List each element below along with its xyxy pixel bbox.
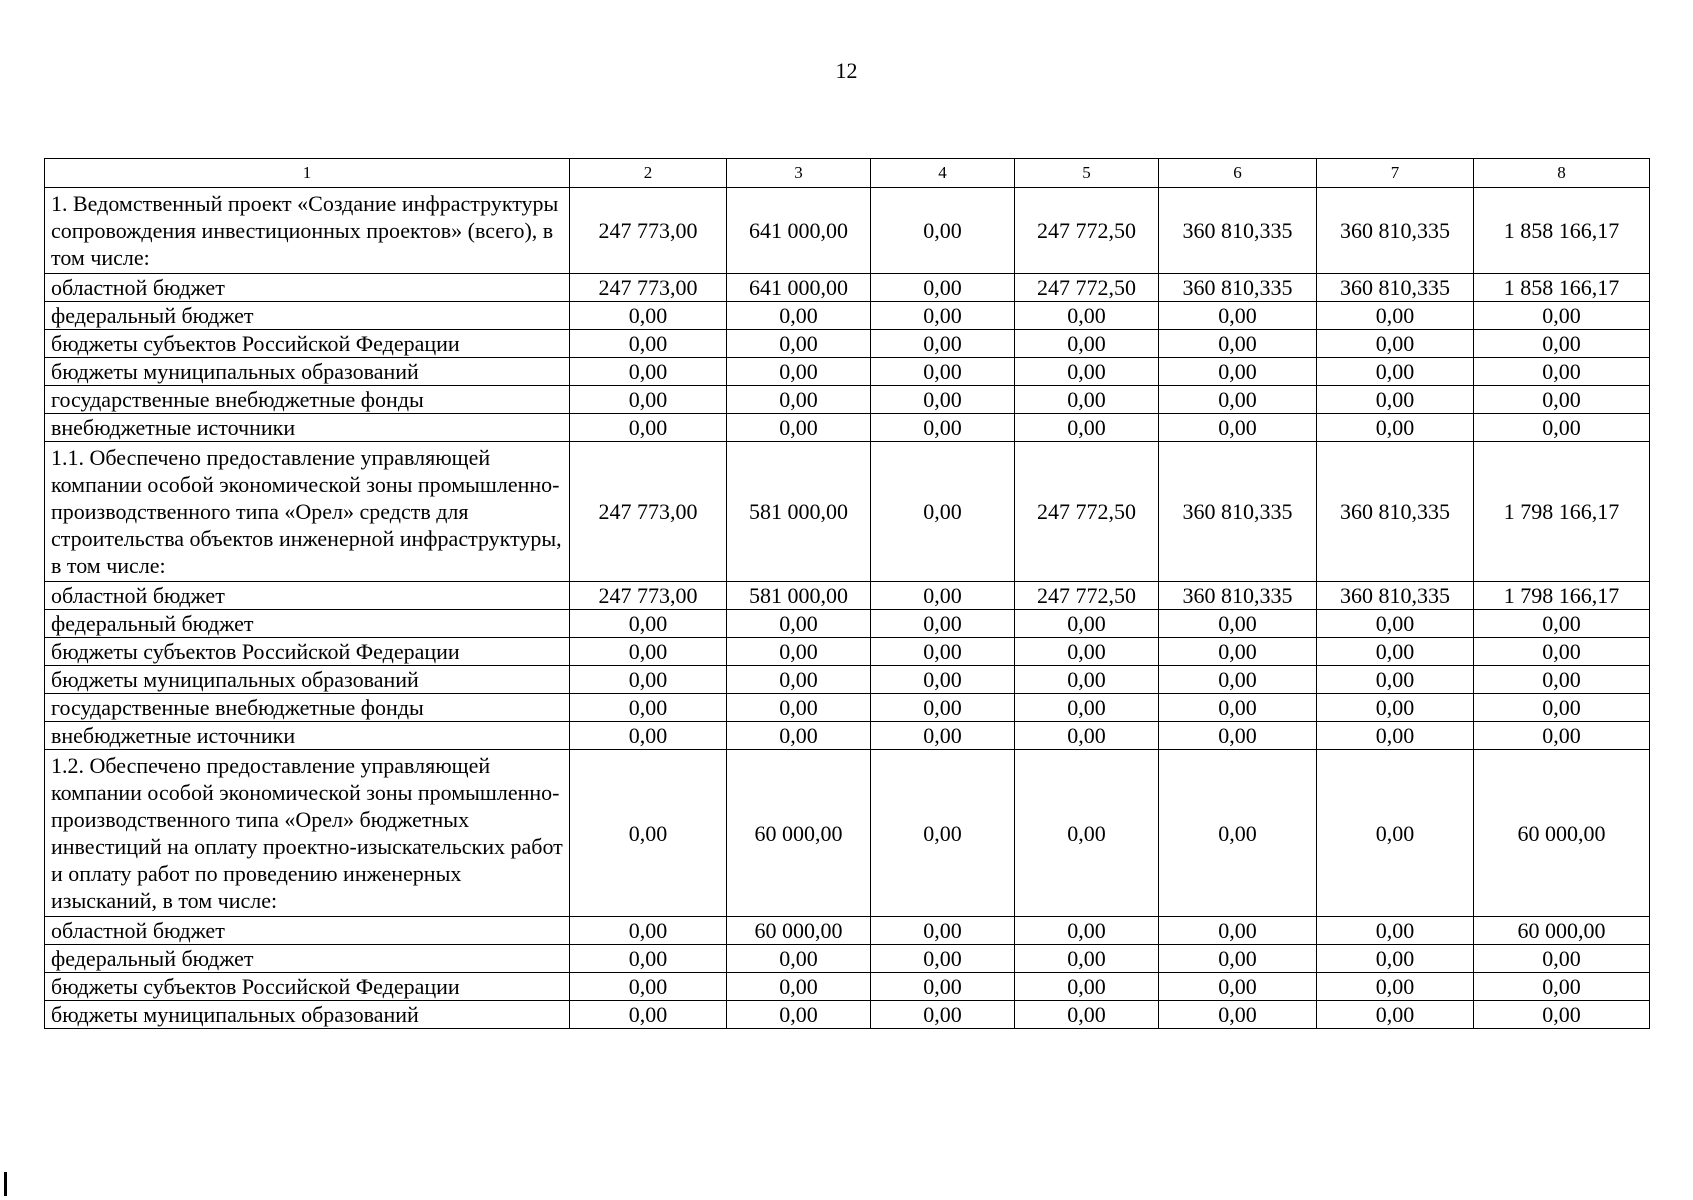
value-cell: 0,00 xyxy=(1474,666,1650,694)
table-row xyxy=(45,610,1650,638)
budget-table xyxy=(44,158,1650,1029)
table-row xyxy=(45,638,1650,666)
table-row xyxy=(45,330,1650,358)
row-label: государственные внебюджетные фонды xyxy=(45,694,570,722)
value-cell: 0,00 xyxy=(1015,358,1159,386)
row-label: областной бюджет xyxy=(45,274,570,302)
value-cell: 0,00 xyxy=(727,302,871,330)
value-cell: 581 000,00 xyxy=(727,442,871,582)
value-cell: 247 773,00 xyxy=(570,274,727,302)
value-cell: 0,00 xyxy=(1474,694,1650,722)
value-cell: 0,00 xyxy=(871,330,1015,358)
value-cell: 247 772,50 xyxy=(1015,188,1159,274)
value-cell: 247 773,00 xyxy=(570,442,727,582)
value-cell: 0,00 xyxy=(1015,722,1159,750)
value-cell: 0,00 xyxy=(871,638,1015,666)
value-cell: 247 772,50 xyxy=(1015,442,1159,582)
value-cell: 0,00 xyxy=(1159,750,1317,917)
value-cell: 0,00 xyxy=(1159,945,1317,973)
value-cell: 0,00 xyxy=(1015,917,1159,945)
value-cell: 1 798 166,17 xyxy=(1474,582,1650,610)
value-cell: 0,00 xyxy=(570,610,727,638)
value-cell: 360 810,335 xyxy=(1159,442,1317,582)
value-cell: 0,00 xyxy=(871,386,1015,414)
value-cell: 0,00 xyxy=(871,582,1015,610)
value-cell: 0,00 xyxy=(570,414,727,442)
row-label: бюджеты субъектов Российской Федерации xyxy=(45,973,570,1001)
value-cell: 0,00 xyxy=(1317,666,1474,694)
value-cell: 0,00 xyxy=(1159,638,1317,666)
value-cell: 0,00 xyxy=(1474,358,1650,386)
value-cell: 0,00 xyxy=(570,750,727,917)
value-cell: 0,00 xyxy=(727,666,871,694)
row-label: 1.1. Обеспечено предоставление управляющей компании особой экономической зоны промышленно-производственного типа «Орел» средств для строительства объектов инженерной инфраструктуры, в том числе: xyxy=(45,442,570,582)
row-label: внебюджетные источники xyxy=(45,722,570,750)
value-cell: 0,00 xyxy=(871,274,1015,302)
value-cell: 0,00 xyxy=(871,442,1015,582)
value-cell: 0,00 xyxy=(1159,358,1317,386)
value-cell: 0,00 xyxy=(1015,638,1159,666)
column-header: 7 xyxy=(1317,159,1474,188)
section-row xyxy=(45,442,1650,582)
value-cell: 0,00 xyxy=(871,302,1015,330)
value-cell: 360 810,335 xyxy=(1159,582,1317,610)
value-cell: 0,00 xyxy=(1474,386,1650,414)
value-cell: 0,00 xyxy=(727,610,871,638)
value-cell: 0,00 xyxy=(727,694,871,722)
value-cell: 0,00 xyxy=(871,722,1015,750)
table-row xyxy=(45,358,1650,386)
value-cell: 0,00 xyxy=(727,722,871,750)
column-header: 1 xyxy=(45,159,570,188)
header-row xyxy=(45,159,1650,188)
value-cell: 0,00 xyxy=(871,610,1015,638)
value-cell: 0,00 xyxy=(1015,302,1159,330)
value-cell: 0,00 xyxy=(871,917,1015,945)
table-row xyxy=(45,302,1650,330)
value-cell: 0,00 xyxy=(1317,610,1474,638)
value-cell: 0,00 xyxy=(570,722,727,750)
row-label: федеральный бюджет xyxy=(45,945,570,973)
column-header: 5 xyxy=(1015,159,1159,188)
value-cell: 0,00 xyxy=(1015,973,1159,1001)
value-cell: 0,00 xyxy=(1159,330,1317,358)
value-cell: 0,00 xyxy=(727,358,871,386)
value-cell: 0,00 xyxy=(871,666,1015,694)
value-cell: 581 000,00 xyxy=(727,582,871,610)
value-cell: 0,00 xyxy=(570,638,727,666)
value-cell: 360 810,335 xyxy=(1159,188,1317,274)
row-label: бюджеты муниципальных образований xyxy=(45,1001,570,1029)
value-cell: 0,00 xyxy=(1159,386,1317,414)
value-cell: 0,00 xyxy=(871,694,1015,722)
value-cell: 360 810,335 xyxy=(1159,274,1317,302)
table-row xyxy=(45,694,1650,722)
table-row xyxy=(45,1001,1650,1029)
value-cell: 0,00 xyxy=(727,1001,871,1029)
row-label: федеральный бюджет xyxy=(45,302,570,330)
value-cell: 60 000,00 xyxy=(727,917,871,945)
value-cell: 0,00 xyxy=(1317,722,1474,750)
row-label: областной бюджет xyxy=(45,582,570,610)
scan-edge-mark xyxy=(4,1172,7,1196)
value-cell: 0,00 xyxy=(570,666,727,694)
column-header: 6 xyxy=(1159,159,1317,188)
value-cell: 60 000,00 xyxy=(1474,750,1650,917)
value-cell: 0,00 xyxy=(1317,386,1474,414)
value-cell: 0,00 xyxy=(1159,414,1317,442)
table-row xyxy=(45,386,1650,414)
value-cell: 0,00 xyxy=(727,945,871,973)
value-cell: 0,00 xyxy=(727,973,871,1001)
value-cell: 0,00 xyxy=(1159,1001,1317,1029)
row-label: бюджеты субъектов Российской Федерации xyxy=(45,638,570,666)
value-cell: 0,00 xyxy=(570,302,727,330)
value-cell: 0,00 xyxy=(570,694,727,722)
value-cell: 641 000,00 xyxy=(727,188,871,274)
column-header: 4 xyxy=(871,159,1015,188)
value-cell: 0,00 xyxy=(871,973,1015,1001)
row-label: внебюджетные источники xyxy=(45,414,570,442)
value-cell: 0,00 xyxy=(1317,638,1474,666)
value-cell: 60 000,00 xyxy=(727,750,871,917)
value-cell: 360 810,335 xyxy=(1317,274,1474,302)
section-row xyxy=(45,750,1650,917)
table-row xyxy=(45,917,1650,945)
value-cell: 0,00 xyxy=(871,188,1015,274)
value-cell: 0,00 xyxy=(1317,414,1474,442)
value-cell: 0,00 xyxy=(570,917,727,945)
value-cell: 0,00 xyxy=(1317,1001,1474,1029)
value-cell: 0,00 xyxy=(1474,722,1650,750)
value-cell: 247 772,50 xyxy=(1015,582,1159,610)
row-label: областной бюджет xyxy=(45,917,570,945)
value-cell: 0,00 xyxy=(871,1001,1015,1029)
value-cell: 0,00 xyxy=(871,945,1015,973)
page-number: 12 xyxy=(835,58,858,83)
value-cell: 0,00 xyxy=(727,414,871,442)
value-cell: 0,00 xyxy=(1159,722,1317,750)
value-cell: 0,00 xyxy=(1474,638,1650,666)
value-cell: 0,00 xyxy=(570,1001,727,1029)
value-cell: 0,00 xyxy=(1015,945,1159,973)
value-cell: 0,00 xyxy=(1159,694,1317,722)
value-cell: 360 810,335 xyxy=(1317,188,1474,274)
value-cell: 0,00 xyxy=(1317,973,1474,1001)
value-cell: 0,00 xyxy=(1159,917,1317,945)
value-cell: 1 798 166,17 xyxy=(1474,442,1650,582)
value-cell: 247 772,50 xyxy=(1015,274,1159,302)
table-row xyxy=(45,973,1650,1001)
row-label: 1. Ведомственный проект «Создание инфраструктуры сопровождения инвестиционных проектов» (всего), в том числе: xyxy=(45,188,570,274)
column-header: 2 xyxy=(570,159,727,188)
value-cell: 0,00 xyxy=(727,638,871,666)
value-cell: 60 000,00 xyxy=(1474,917,1650,945)
table-row xyxy=(45,414,1650,442)
value-cell: 0,00 xyxy=(1015,750,1159,917)
table-row xyxy=(45,582,1650,610)
row-label: государственные внебюджетные фонды xyxy=(45,386,570,414)
row-label: бюджеты муниципальных образований xyxy=(45,358,570,386)
value-cell: 0,00 xyxy=(1015,666,1159,694)
value-cell: 0,00 xyxy=(871,750,1015,917)
value-cell: 0,00 xyxy=(1317,302,1474,330)
value-cell: 0,00 xyxy=(1474,330,1650,358)
row-label: федеральный бюджет xyxy=(45,610,570,638)
table-row xyxy=(45,666,1650,694)
value-cell: 0,00 xyxy=(570,386,727,414)
value-cell: 0,00 xyxy=(1474,973,1650,1001)
value-cell: 360 810,335 xyxy=(1317,442,1474,582)
value-cell: 0,00 xyxy=(1015,414,1159,442)
value-cell: 0,00 xyxy=(1159,610,1317,638)
value-cell: 0,00 xyxy=(1474,414,1650,442)
value-cell: 0,00 xyxy=(1015,330,1159,358)
row-label: бюджеты субъектов Российской Федерации xyxy=(45,330,570,358)
value-cell: 0,00 xyxy=(1317,358,1474,386)
value-cell: 0,00 xyxy=(1317,750,1474,917)
value-cell: 0,00 xyxy=(570,330,727,358)
value-cell: 0,00 xyxy=(727,330,871,358)
value-cell: 1 858 166,17 xyxy=(1474,188,1650,274)
value-cell: 0,00 xyxy=(1317,694,1474,722)
value-cell: 0,00 xyxy=(1015,610,1159,638)
value-cell: 0,00 xyxy=(1317,917,1474,945)
column-header: 8 xyxy=(1474,159,1650,188)
value-cell: 0,00 xyxy=(1159,302,1317,330)
table-row xyxy=(45,722,1650,750)
value-cell: 0,00 xyxy=(1474,945,1650,973)
table-row xyxy=(45,945,1650,973)
value-cell: 0,00 xyxy=(871,414,1015,442)
value-cell: 0,00 xyxy=(570,973,727,1001)
value-cell: 0,00 xyxy=(1317,330,1474,358)
table-row xyxy=(45,274,1650,302)
value-cell: 0,00 xyxy=(1015,694,1159,722)
value-cell: 0,00 xyxy=(1474,610,1650,638)
value-cell: 641 000,00 xyxy=(727,274,871,302)
value-cell: 0,00 xyxy=(1015,386,1159,414)
column-header: 3 xyxy=(727,159,871,188)
value-cell: 247 773,00 xyxy=(570,188,727,274)
value-cell: 0,00 xyxy=(727,386,871,414)
row-label: бюджеты муниципальных образований xyxy=(45,666,570,694)
value-cell: 0,00 xyxy=(1474,1001,1650,1029)
section-row xyxy=(45,188,1650,274)
value-cell: 0,00 xyxy=(1317,945,1474,973)
value-cell: 0,00 xyxy=(871,358,1015,386)
value-cell: 0,00 xyxy=(570,358,727,386)
value-cell: 247 773,00 xyxy=(570,582,727,610)
value-cell: 0,00 xyxy=(570,945,727,973)
value-cell: 0,00 xyxy=(1159,666,1317,694)
value-cell: 0,00 xyxy=(1474,302,1650,330)
value-cell: 0,00 xyxy=(1015,1001,1159,1029)
row-label: 1.2. Обеспечено предоставление управляющей компании особой экономической зоны промышленно-производственного типа «Орел» бюджетных инвестиций на оплату проектно-изыскательских работ и оплату работ по проведению инженерных изысканий, в том числе: xyxy=(45,750,570,917)
value-cell: 360 810,335 xyxy=(1317,582,1474,610)
value-cell: 0,00 xyxy=(1159,973,1317,1001)
value-cell: 1 858 166,17 xyxy=(1474,274,1650,302)
